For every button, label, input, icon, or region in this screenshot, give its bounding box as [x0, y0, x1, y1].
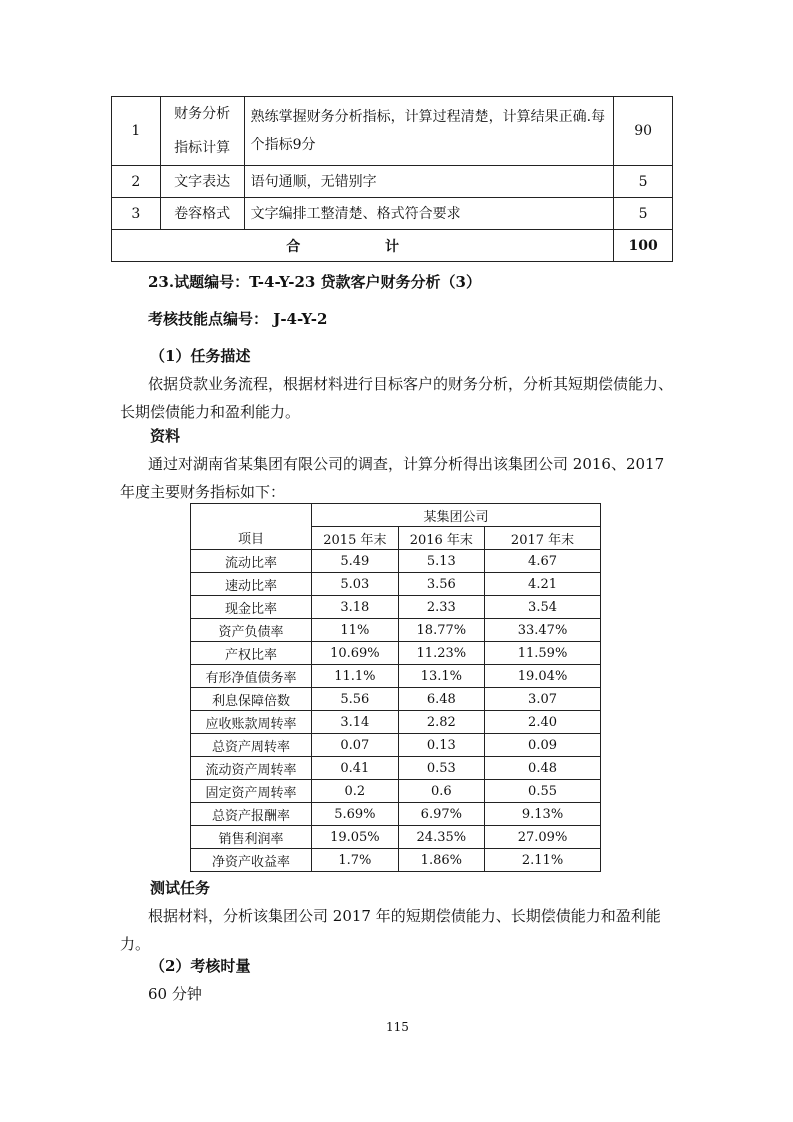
table-row	[191, 849, 601, 872]
page-number: 115	[386, 1020, 409, 1034]
item-line: 指标计算	[174, 140, 231, 156]
indicator-value: 18.77%	[398, 619, 484, 642]
table-row	[191, 642, 601, 665]
indicator-value: 3.14	[312, 711, 398, 734]
material-heading: 资料	[150, 427, 181, 445]
row-number: 2	[112, 166, 161, 198]
score-cell: 5	[614, 166, 673, 198]
indicator-value: 0.13	[398, 734, 484, 757]
column-header: 2017 年末	[485, 527, 601, 550]
indicator-name: 产权比率	[191, 642, 312, 665]
item-line: 财务分析	[174, 106, 231, 122]
indicator-value: 27.09%	[485, 826, 601, 849]
table-row	[191, 596, 601, 619]
column-header: 2016 年末	[398, 527, 484, 550]
standard-cell: 语句通顺，无错别字	[244, 166, 614, 198]
indicator-value: 2.33	[398, 596, 484, 619]
indicator-value: 0.6	[398, 780, 484, 803]
test-task-heading: 测试任务	[150, 879, 211, 897]
grading-table	[111, 96, 673, 262]
indicator-value: 33.47%	[485, 619, 601, 642]
score-cell: 90	[614, 97, 673, 166]
indicator-value: 11.59%	[485, 642, 601, 665]
indicator-name: 现金比率	[191, 596, 312, 619]
financial-indicator-table	[190, 503, 601, 872]
group-header: 某集团公司	[312, 504, 601, 527]
indicator-name: 资产负债率	[191, 619, 312, 642]
indicator-value: 11%	[312, 619, 398, 642]
indicator-value: 11.23%	[398, 642, 484, 665]
indicator-name: 速动比率	[191, 573, 312, 596]
skill-point: 考核技能点编号： J-4-Y-2	[148, 310, 328, 328]
indicator-value: 0.09	[485, 734, 601, 757]
table-row	[191, 619, 601, 642]
row-number: 3	[112, 198, 161, 230]
indicator-value: 11.1%	[312, 665, 398, 688]
total-value: 100	[614, 230, 673, 262]
task-description: 依据贷款业务流程，根据材料进行目标客户的财务分析，分析其短期偿债能力、长期偿债能力和盈利能力。	[120, 375, 674, 421]
item-cell: 文字表达	[160, 166, 244, 198]
indicator-value: 3.07	[485, 688, 601, 711]
indicator-name: 流动资产周转率	[191, 757, 312, 780]
indicator-value: 6.97%	[398, 803, 484, 826]
item-cell	[160, 97, 244, 166]
indicator-value: 0.07	[312, 734, 398, 757]
indicator-value: 5.49	[312, 550, 398, 573]
indicator-name: 净资产收益率	[191, 849, 312, 872]
table-row	[191, 803, 601, 826]
indicator-value: 0.2	[312, 780, 398, 803]
column-header: 项目	[191, 527, 312, 550]
indicator-value: 5.13	[398, 550, 484, 573]
indicator-value: 4.21	[485, 573, 601, 596]
table-row	[112, 166, 673, 198]
indicator-value: 2.82	[398, 711, 484, 734]
indicator-value: 5.56	[312, 688, 398, 711]
table-row	[191, 665, 601, 688]
table-group-header-row	[191, 504, 601, 527]
table-row	[191, 550, 601, 573]
indicator-value: 9.13%	[485, 803, 601, 826]
indicator-name: 总资产周转率	[191, 734, 312, 757]
indicator-name: 流动比率	[191, 550, 312, 573]
table-corner-cell	[191, 504, 312, 527]
indicator-name: 有形净值债务率	[191, 665, 312, 688]
standard-cell: 熟练掌握财务分析指标，计算过程清楚，计算结果正确.每个指标9分	[244, 97, 614, 166]
score-cell: 5	[614, 198, 673, 230]
indicator-value: 19.05%	[312, 826, 398, 849]
indicator-value: 1.7%	[312, 849, 398, 872]
indicator-name: 应收账款周转率	[191, 711, 312, 734]
indicator-value: 5.69%	[312, 803, 398, 826]
question-title: 23.试题编号：T-4-Y-23 贷款客户财务分析（3）	[148, 273, 481, 291]
table-row	[191, 780, 601, 803]
table-row	[191, 573, 601, 596]
table-row	[191, 757, 601, 780]
section-heading: （1）任务描述	[150, 347, 251, 365]
table-row	[112, 97, 673, 166]
table-row	[191, 826, 601, 849]
indicator-value: 0.53	[398, 757, 484, 780]
section-heading: （2）考核时量	[150, 957, 251, 975]
table-row	[191, 688, 601, 711]
indicator-value: 3.56	[398, 573, 484, 596]
indicator-value: 1.86%	[398, 849, 484, 872]
indicator-value: 5.03	[312, 573, 398, 596]
material-text: 通过对湖南省某集团有限公司的调查，计算分析得出该集团公司 2016、2017 年度主要财务指标如下：	[120, 455, 665, 501]
indicator-value: 6.48	[398, 688, 484, 711]
row-number: 1	[112, 97, 161, 166]
indicator-value: 0.55	[485, 780, 601, 803]
table-row	[191, 734, 601, 757]
indicator-value: 0.41	[312, 757, 398, 780]
standard-cell: 文字编排工整清楚、格式符合要求	[244, 198, 614, 230]
table-row	[191, 711, 601, 734]
indicator-value: 2.11%	[485, 849, 601, 872]
table-row	[112, 198, 673, 230]
total-row	[112, 230, 673, 262]
indicator-value: 24.35%	[398, 826, 484, 849]
test-task-text: 根据材料，分析该集团公司 2017 年的短期偿债能力、长期偿债能力和盈利能力。	[120, 907, 661, 953]
total-label: 合 计	[112, 230, 614, 262]
indicator-name: 利息保障倍数	[191, 688, 312, 711]
duration-text: 60 分钟	[148, 985, 202, 1003]
indicator-name: 固定资产周转率	[191, 780, 312, 803]
indicator-value: 3.54	[485, 596, 601, 619]
table-header-row	[191, 527, 601, 550]
indicator-name: 销售利润率	[191, 826, 312, 849]
indicator-value: 19.04%	[485, 665, 601, 688]
indicator-value: 4.67	[485, 550, 601, 573]
indicator-value: 2.40	[485, 711, 601, 734]
indicator-value: 0.48	[485, 757, 601, 780]
indicator-value: 3.18	[312, 596, 398, 619]
indicator-value: 13.1%	[398, 665, 484, 688]
indicator-value: 10.69%	[312, 642, 398, 665]
column-header: 2015 年末	[312, 527, 398, 550]
indicator-name: 总资产报酬率	[191, 803, 312, 826]
item-cell: 卷容格式	[160, 198, 244, 230]
